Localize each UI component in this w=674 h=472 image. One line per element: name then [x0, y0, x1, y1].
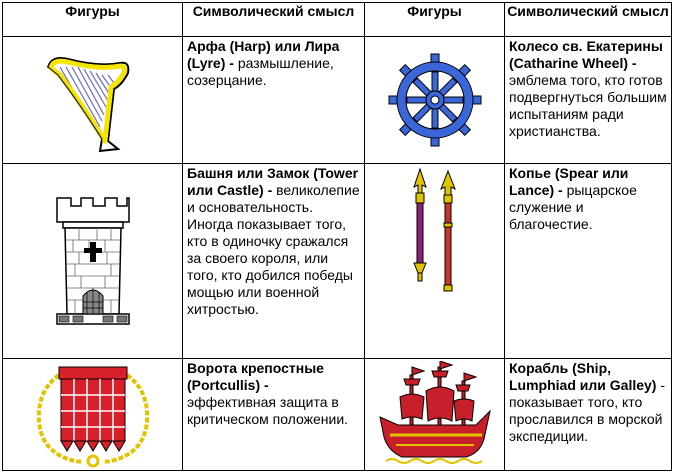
term-catherine-wheel: Колесо св. Екатерины (Catharine Wheel) - — [509, 38, 663, 71]
term-ship: Корабль (Ship, Lumphiad или Galley) — [509, 360, 657, 393]
header-meaning-2: Символический смысл — [505, 3, 672, 37]
harp-icon — [38, 45, 148, 155]
tower-icon — [53, 196, 133, 326]
figure-cell — [365, 37, 505, 164]
figure-cell — [365, 164, 505, 359]
term-spear: Копье (Spear или Lance) - — [509, 165, 629, 198]
meaning-cell — [183, 37, 365, 164]
meaning-cell — [183, 164, 365, 359]
meaning-cell — [505, 164, 672, 359]
ship-icon — [376, 361, 494, 469]
description-tower: великолепие и основательность. Иногда показывает того, кто в одиночку сражался за своего короля, или того, кто добился победы мощью или военной хитростью. — [187, 182, 360, 317]
heraldry-table — [2, 2, 672, 471]
spear-icon — [400, 167, 470, 295]
figure-cell — [3, 37, 183, 164]
header-figures-2: Фигуры — [365, 3, 505, 37]
term-portcullis: Ворота крепостные (Portcullis) - — [187, 360, 324, 393]
meaning-cell — [505, 359, 672, 471]
meaning-cell — [505, 37, 672, 164]
portcullis-icon — [33, 361, 153, 469]
figure-cell — [365, 359, 505, 471]
figure-cell — [3, 164, 183, 359]
description-harp: размышление, созерцание. — [187, 55, 334, 88]
term-harp: Арфа (Harp) или Лира (Lyre) - — [187, 38, 340, 71]
header-figures-1: Фигуры — [3, 3, 183, 37]
header-meaning-1: Символический смысл — [183, 3, 365, 37]
header-row — [3, 3, 672, 37]
catherine-wheel-icon — [385, 50, 485, 150]
term-tower: Башня или Замок (Tower или Castle) - — [187, 165, 359, 198]
table-row — [3, 359, 672, 471]
table-row — [3, 164, 672, 359]
description-ship: - показывает того, кто прославился в морской экспедиции. — [509, 377, 666, 444]
figure-cell — [3, 359, 183, 471]
table-row — [3, 37, 672, 164]
description-spear: рыцарское служение и благочестие. — [509, 182, 637, 232]
meaning-cell — [183, 359, 365, 471]
description-portcullis: эффективная защита в критическом положении. — [187, 394, 349, 427]
description-catherine-wheel: эмблема того, кто готов подвергнуться большим испытаниям ради христианства. — [509, 72, 667, 139]
